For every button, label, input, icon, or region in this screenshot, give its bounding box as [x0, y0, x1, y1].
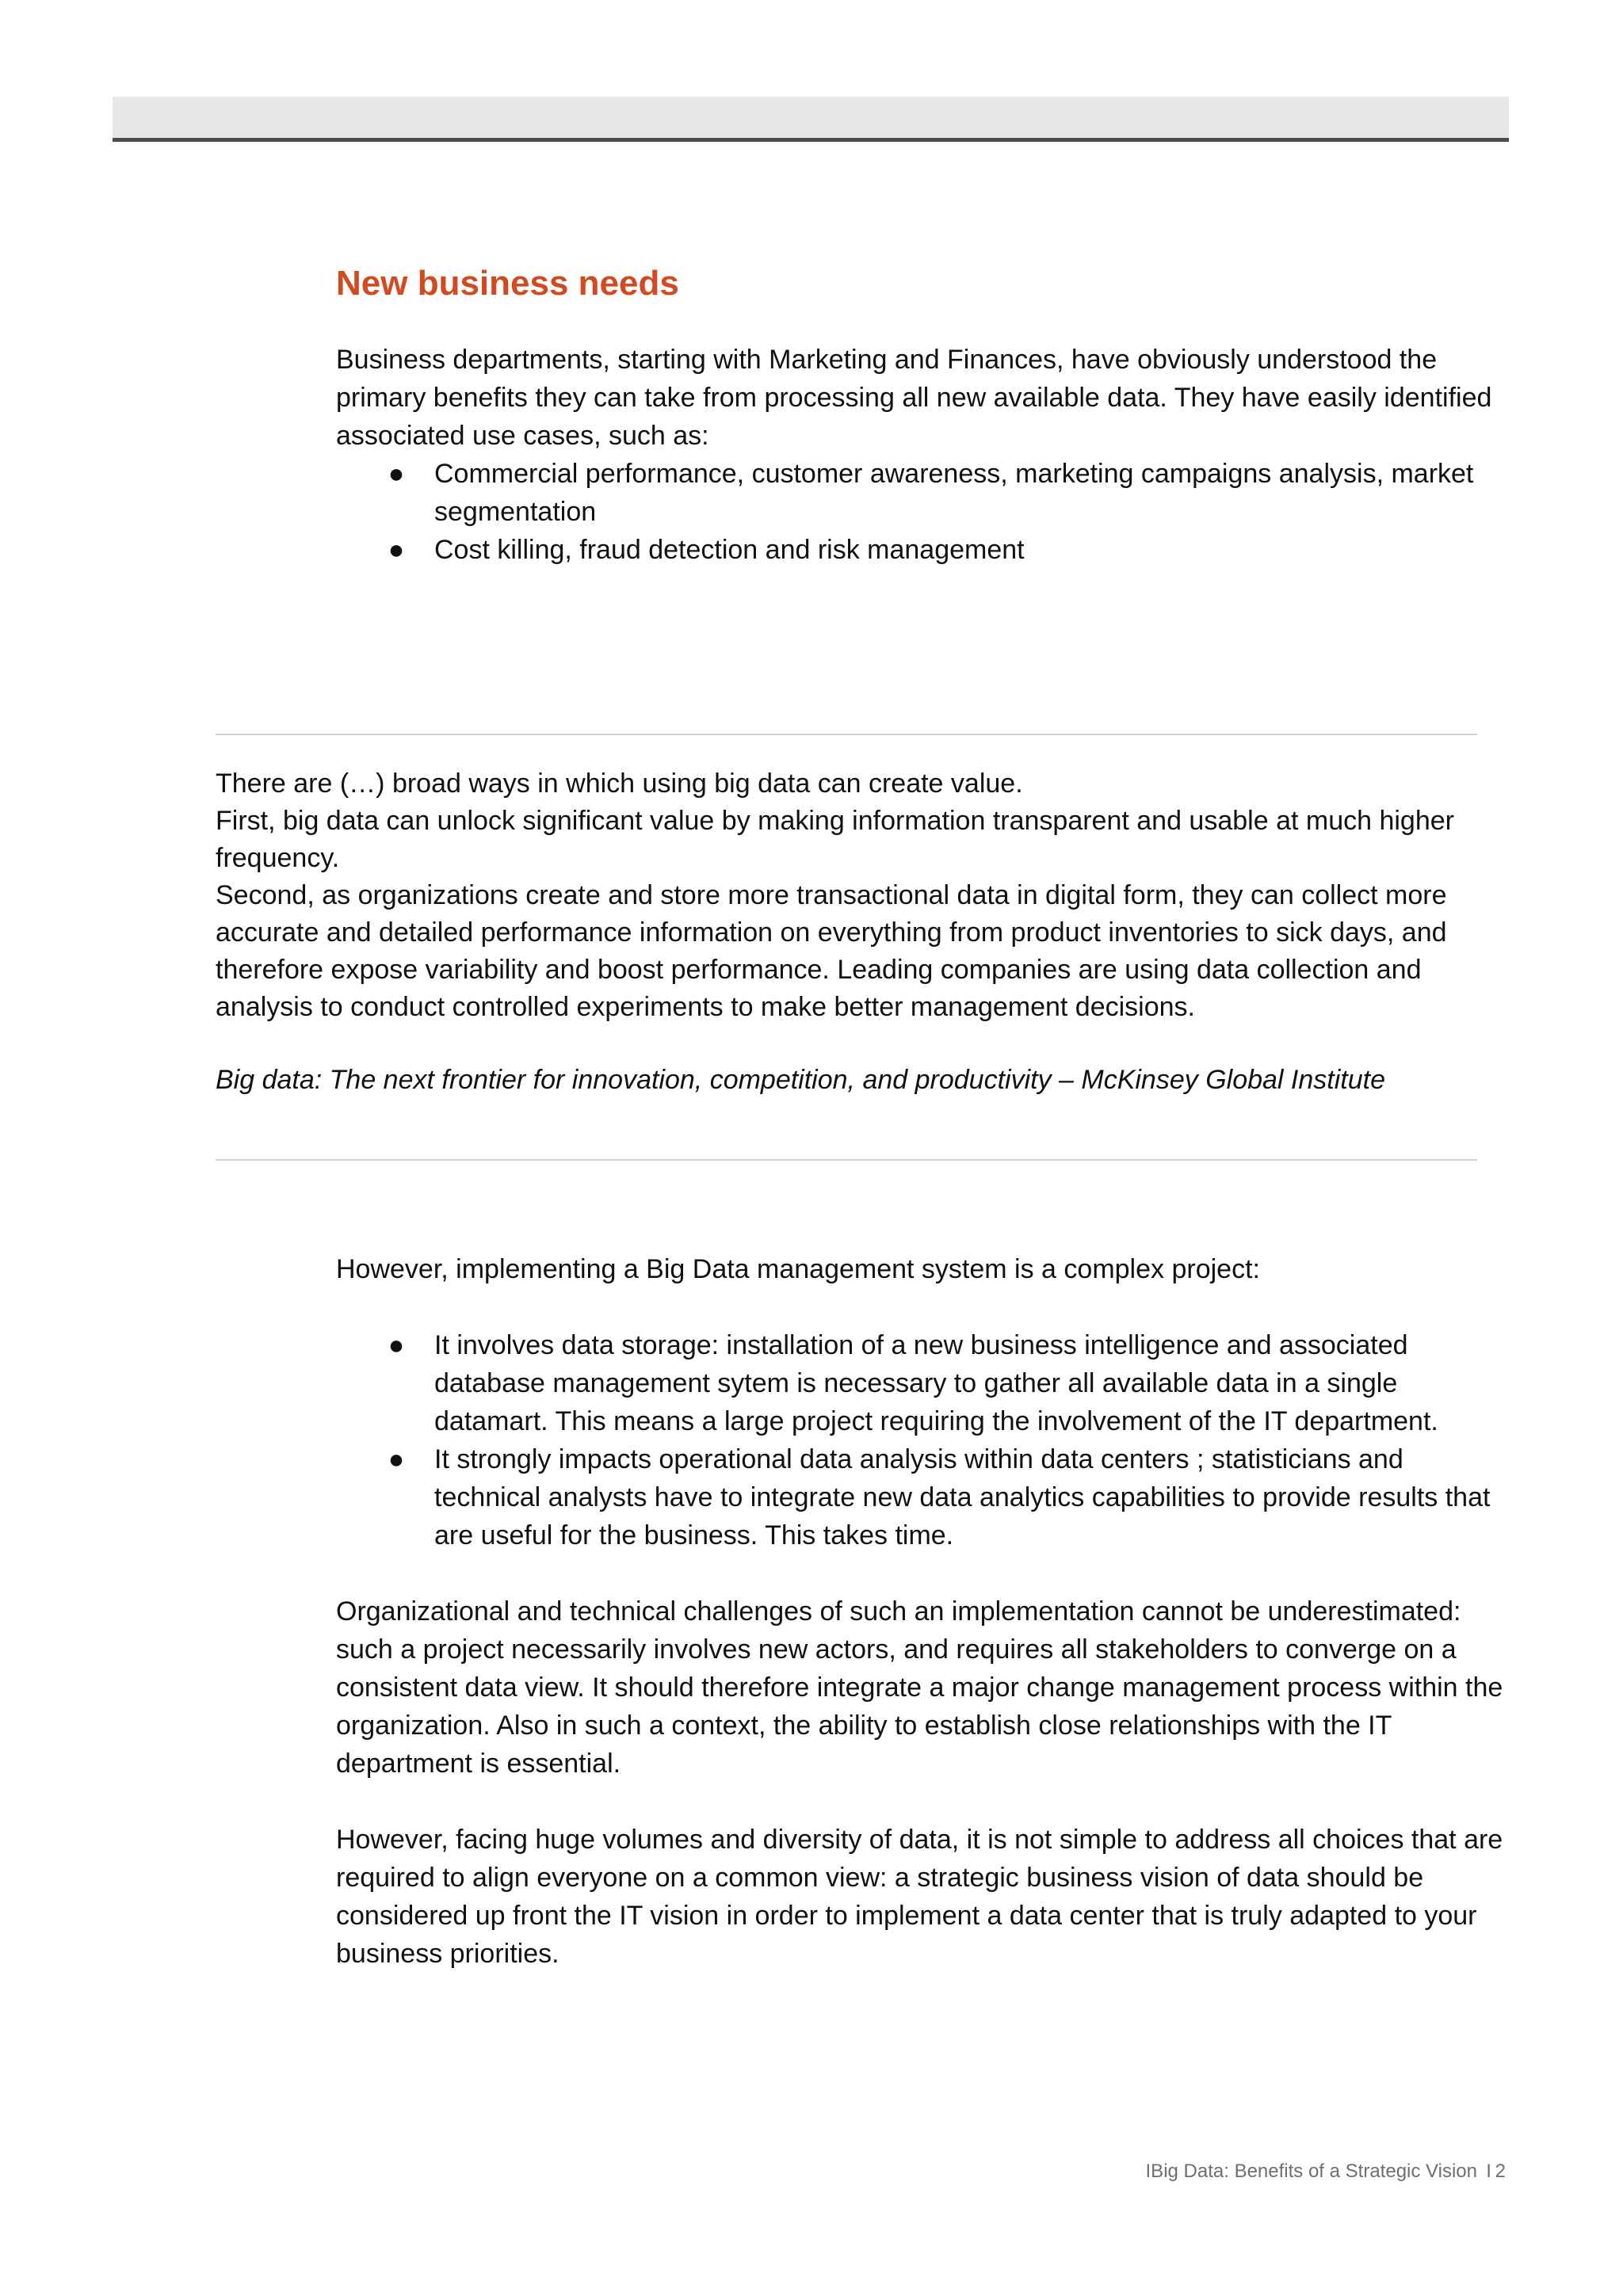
quote-body: [216, 735, 1477, 1159]
list-item-text: It involves data storage: installation of a new business intelligence and associated database management sytem is necessary to gather all available data in a single datamart. This means a large project requiring the involvement of the IT department.: [434, 1330, 1438, 1436]
quote-line: Second, as organizations create and store more transactional data in digital form, they can collect more accurate and detailed performance information on everything from product inventories to sick days, and therefore expose variability and boost performance. Leading companies are using data collection and analysis to conduct controlled experiments to make better management decisions.: [216, 880, 1447, 1022]
quote-line: There are (…) broad ways in which using big data can create value.: [216, 769, 1023, 799]
bullet-icon: ●: [388, 1330, 405, 1360]
implementation-intro: However, implementing a Big Data management system is a complex project:: [336, 1254, 1260, 1284]
list-item: [336, 455, 1509, 531]
list-item: [336, 1440, 1509, 1554]
list-item: [336, 1326, 1509, 1440]
page-header-band: [113, 97, 1509, 142]
strategy-paragraph: However, facing huge volumes and diversity of data, it is not simple to address all choices that are required to align everyone on a common view: a strategic business vision of data should be considered up front the IT vision in order to implement a data center that is truly adapted to your business priorities.: [336, 1825, 1503, 1969]
use-case-list: [336, 455, 1509, 569]
bullet-icon: ●: [388, 535, 405, 565]
section-heading: New business needs: [336, 264, 679, 303]
list-item: [336, 531, 1509, 569]
implementation-list: [336, 1326, 1509, 1554]
challenges-paragraph: Organizational and technical challenges of such an implementation cannot be underestimated: such a project necessarily involves new actors, and requires all stakeholders to converge on a consistent data view. It should therefore integrate a major change management process within the organization. Also in such a context, the ability to establish close relationships with the IT department is essential.: [336, 1596, 1503, 1779]
footer-separator: I: [1486, 2161, 1491, 2182]
quote-source: Big data: The next frontier for innovation, competition, and productivity – McKinsey Global Institute: [216, 1065, 1385, 1095]
page-number: 2: [1495, 2161, 1506, 2182]
new-business-needs-section: [336, 258, 1509, 569]
intro-paragraph: Business departments, starting with Marketing and Finances, have obviously understood the primary benefits they can take from processing all new available data. They have easily identified associated use cases, such as:: [336, 345, 1492, 451]
list-item-text: Cost killing, fraud detection and risk management: [434, 535, 1025, 565]
page-footer: [1030, 2159, 1506, 2184]
bullet-icon: ●: [388, 1444, 405, 1474]
list-item-text: Commercial performance, customer awareness, marketing campaigns analysis, market segmentation: [434, 459, 1474, 527]
footer-title: IBig Data: Benefits of a Strategic Vision: [1145, 2161, 1477, 2182]
mckinsey-quote-block: [216, 734, 1477, 1161]
quote-line: First, big data can unlock significant value by making information transparent and usable at much higher frequency.: [216, 806, 1454, 873]
list-item-text: It strongly impacts operational data analysis within data centers ; statisticians and technical analysts have to integrate new data analytics capabilities to provide results that are useful for the business. This takes time.: [434, 1444, 1491, 1550]
implementation-section: [336, 1250, 1509, 1973]
bullet-icon: ●: [388, 459, 405, 489]
